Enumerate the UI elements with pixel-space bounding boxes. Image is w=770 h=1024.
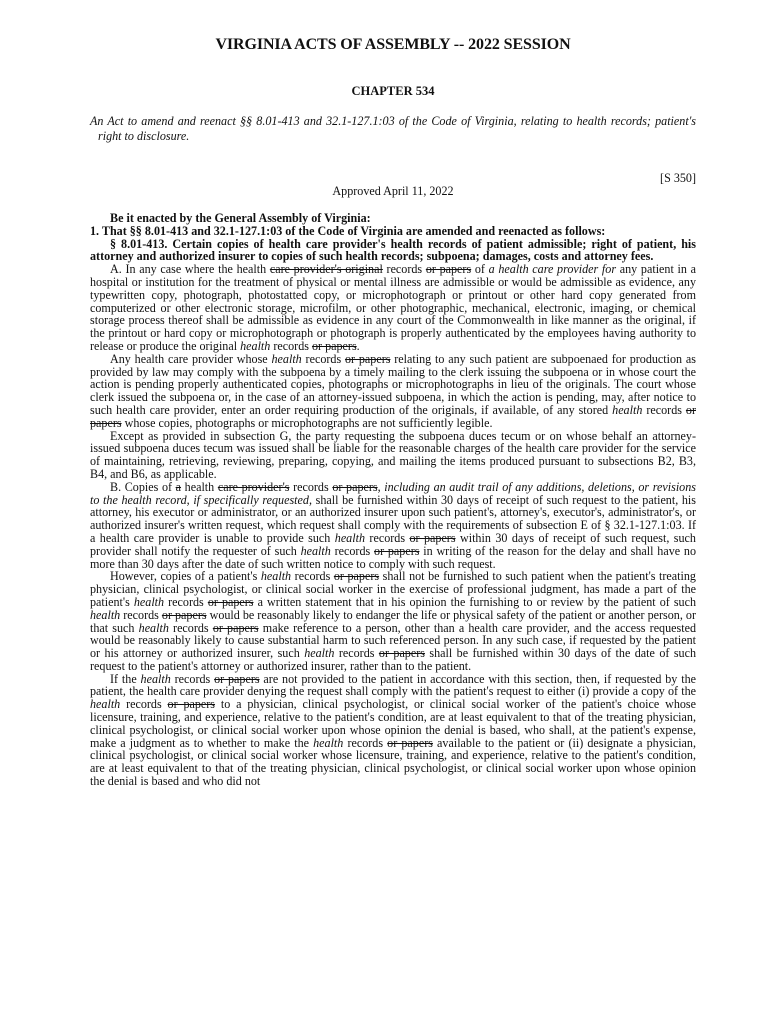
- struck-text: or papers: [344, 351, 391, 366]
- inserted-text: health: [140, 671, 171, 686]
- paragraph-if-not-provided: [90, 673, 696, 788]
- struck-text: or papers: [332, 479, 378, 494]
- inserted-text: health: [612, 402, 643, 417]
- struck-text: or papers: [207, 594, 254, 609]
- struck-text: or papers: [90, 402, 696, 430]
- paragraph-however: [90, 570, 696, 672]
- text-run: A. In any case where the health: [110, 262, 270, 277]
- struck-text: or papers: [214, 671, 260, 686]
- struck-text: a: [175, 479, 182, 494]
- text-run: records: [120, 697, 168, 712]
- struck-text: or papers: [333, 569, 380, 584]
- paragraph-b: [90, 481, 696, 571]
- text-run: health: [181, 479, 218, 494]
- text-run: records: [168, 620, 213, 635]
- text-run: Any health care provider whose: [110, 351, 272, 366]
- struck-text: or papers: [409, 530, 456, 545]
- struck-text: or papers: [212, 620, 259, 635]
- text-run: in writing of the reason for the delay and shall have no more than 30 days after the date of such written notice to comply with such request.: [90, 543, 697, 571]
- text-run: shall be furnished within 30 days of the date of such request to the patient's attorney or authorized insurer, rather than to the patient.: [90, 646, 696, 673]
- struck-text: or papers: [374, 543, 420, 558]
- inserted-text: health: [271, 351, 302, 366]
- text-run: shall not be furnished to such patient when the patient's treating physician, clinical psychologist, or clinical social worker in the exercise of professional judgment, has made a part of the patient's: [90, 569, 696, 609]
- approval-date: Approved April 11, 2022: [332, 184, 454, 198]
- inserted-text: health: [313, 735, 344, 750]
- act-description: An Act to amend and reenact §§ 8.01-413 and 32.1-127.1:03 of the Code of Virginia, relating to health records; patient's right to disclosure.: [90, 114, 696, 143]
- text-run: records: [330, 543, 375, 558]
- text-run: would be reasonably likely to endanger the life or physical safety of the patient or another person, or that such: [90, 607, 696, 635]
- text-run: However, copies of a patient's: [110, 569, 261, 584]
- document-body: [90, 212, 696, 788]
- inserted-text: , including an audit trail of any additions, deletions, or revisions to the health record, if specifically requested,: [90, 479, 696, 507]
- paragraph-subpoena: [90, 353, 696, 430]
- text-run: records: [382, 262, 426, 277]
- text-run: records: [334, 646, 379, 661]
- text-run: records: [289, 479, 333, 494]
- inserted-text: health: [240, 338, 271, 353]
- text-run: shall be furnished within 30 days of receipt of such request to the patient, his attorney, his executor or administrator, or an authorized insurer upon such patient's, attorney's, executor's, administrator's, or authorized insurer's written request, which request shall comply with the requirements of subsection E of § 32.1-127.1:03. If a health care provider is unable to provide such: [90, 492, 696, 545]
- text-run: records: [301, 351, 345, 366]
- text-run: records: [170, 671, 215, 686]
- struck-text: care provider's: [217, 479, 290, 494]
- chapter-heading: CHAPTER 534: [351, 84, 435, 98]
- paragraph-charges: Except as provided in subsection G, the party requesting the subpoena duces tecum or on whose behalf an attorney-issued subpoena duces tecum was issued shall be liable for the reasonable charges of the health care provider for the service of maintaining, retrieving, reviewing, preparing, copying, and mailing the items produced pursuant to subsections B2, B3, B4, and B6, as applicable.: [90, 428, 696, 481]
- text-run: of: [471, 262, 489, 277]
- text-run: records: [120, 607, 162, 622]
- text-run: records: [270, 338, 312, 353]
- inserted-text: health: [334, 530, 365, 545]
- struck-text: or papers: [161, 607, 207, 622]
- text-run: records: [365, 530, 410, 545]
- struck-text: or papers: [378, 646, 425, 661]
- struck-text: or papers: [387, 735, 433, 750]
- struck-text: or papers: [311, 338, 357, 353]
- text-run: relating to any such patient are subpoenaed for production as provided by law may comply with the subpoena by a timely mailing to the clerk issuing the subpoena or in whose court the action is pending properly authenticated copies, photographs or microphotographs in lieu of the originals. The court whose clerk issued the subpoena or, in the case of an attorney-issued subpoena, in which the action is pending, may, after notice to such health care provider, enter an order requiring production of the originals, if available, of any stored: [90, 351, 696, 417]
- bill-number: [S 350]: [660, 171, 696, 185]
- text-run: a written statement that in his opinion the furnishing to or review by the patient of such: [253, 594, 696, 609]
- text-run: whose copies, photographs or microphotographs are not sufficiently legible.: [121, 415, 493, 430]
- text-run: are not provided to the patient in accordance with this section, then, if requested by the patient, the health care provider denying the request shall comply with the patient's request to either (i) provide a copy of the: [90, 671, 696, 699]
- text-run: If the: [110, 671, 141, 686]
- text-run: records: [642, 402, 686, 417]
- paragraph-a: [90, 263, 696, 353]
- struck-text: or papers: [167, 697, 216, 712]
- text-run: B. Copies of: [110, 479, 176, 494]
- inserted-text: health: [304, 646, 335, 661]
- inserted-text: health: [138, 620, 169, 635]
- inserted-text: health: [133, 594, 165, 609]
- inserted-text: health: [260, 569, 292, 584]
- text-run: records: [164, 594, 208, 609]
- inserted-text: a health care provider for: [488, 262, 617, 277]
- text-run: records: [343, 735, 388, 750]
- text-run: to a physician, clinical psychologist, or clinical social worker of the patient's choice whose licensure, training, and experience, relative to the patient's condition, are at least equivalent to that of the treating physician, clinical psychologist, or clinical social worker upon whose opinion the denial is based, who shall, at the patient's expense, make a judgment as to whether to make the: [90, 697, 696, 750]
- text-run: available to the patient or (ii) designate a physician, clinical psychologist, or clinical social worker whose licensure, training, and experience, relative to the patient's condition, are at least equivalent to that of the treating physician, clinical psychologist, or clinical social worker upon whose opinion the denial is based and who did not: [90, 735, 696, 789]
- section-heading: § 8.01-413. Certain copies of health care provider's health records of patient admissible; right of patient, his attorney and authorized insurer to copies of such health records; subpoena; damages, costs and attorney fees.: [90, 236, 696, 264]
- text-run: within 30 days of receipt of such request, such provider shall notify the requester of such: [90, 530, 696, 558]
- text-run: records: [291, 569, 334, 584]
- inserted-text: health: [300, 543, 331, 558]
- inserted-text: health: [90, 697, 121, 712]
- inserted-text: health: [90, 607, 121, 622]
- text-run: make reference to a person, other than a health care provider, and the access requested would be reasonably likely to cause substantial harm to such referenced person. In any such case, if requested by the patient or his attorney or authorized insurer, such: [90, 620, 697, 661]
- struck-text: or papers: [425, 262, 472, 277]
- text-run: .: [356, 338, 360, 353]
- text-run: any patient in a hospital or institution for the treatment of physical or mental illness are admissible or would be admissible as evidence, any typewritten copy, photograph, photostatted copy, or microphotograph or printout or other hard copy generated from computerized or other electronic storage, microfilm, or other photographic, mechanical, electronic, imaging, or chemical storage process thereof shall be admissible as evidence in any court of the Commonwealth in like manner as the original, if the printout or hard copy or microphotograph or photograph is properly authenticated by the employees having authority to release or produce the original: [90, 262, 696, 353]
- clause-1: 1. That §§ 8.01-413 and 32.1-127.1:03 of the Code of Virginia are amended and reenacted as follows:: [90, 223, 606, 238]
- document-title: VIRGINIA ACTS OF ASSEMBLY -- 2022 SESSION: [215, 36, 571, 53]
- enacting-clause: Be it enacted by the General Assembly of Virginia:: [110, 211, 371, 225]
- struck-text: care provider's original: [269, 262, 383, 277]
